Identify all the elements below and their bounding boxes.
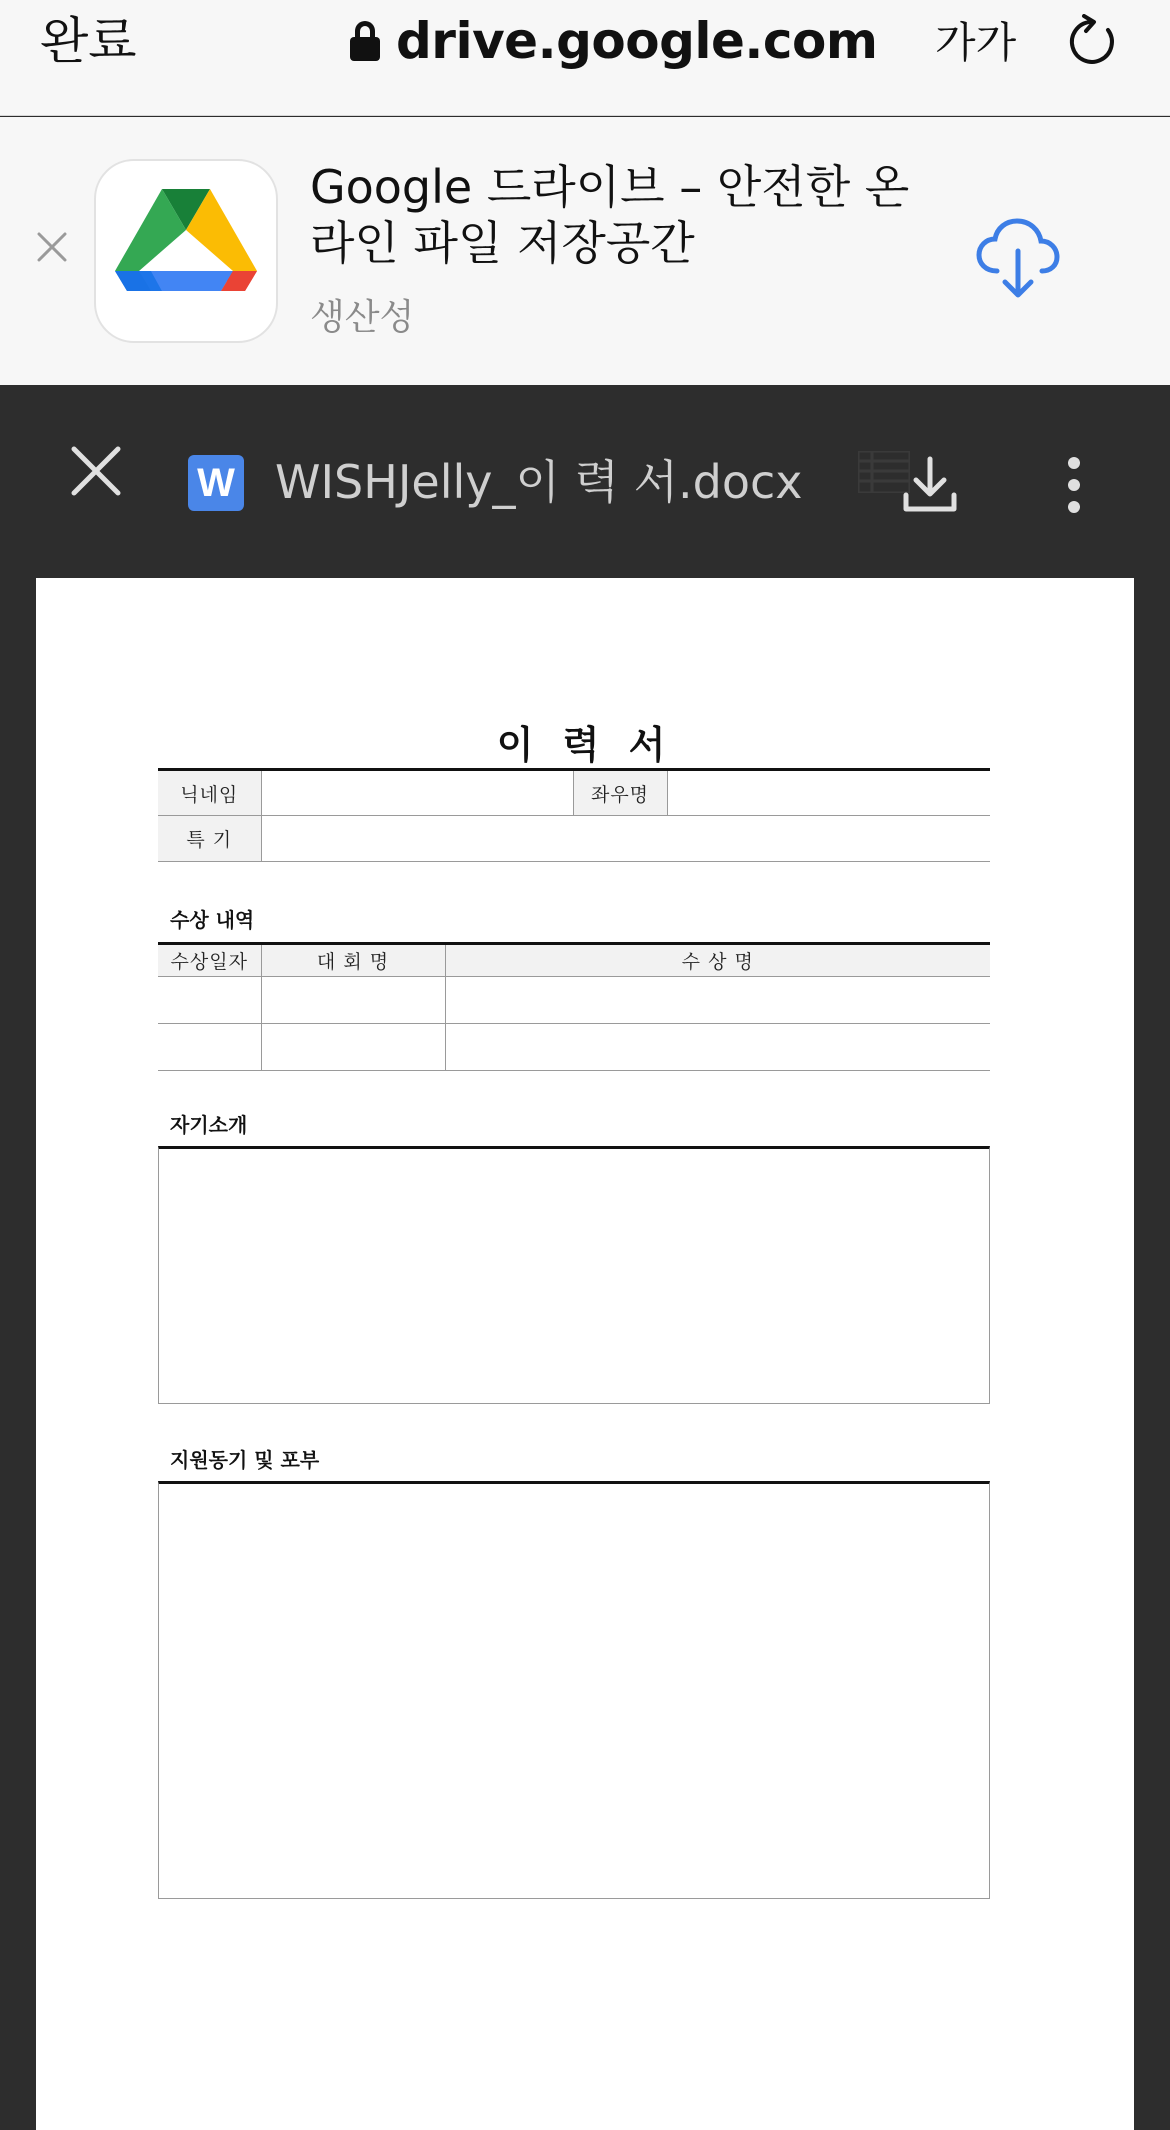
google-drive-logo-icon bbox=[115, 189, 257, 313]
table-cell bbox=[445, 977, 990, 1024]
awards-table bbox=[158, 942, 990, 1071]
done-button[interactable]: 완료 bbox=[40, 12, 137, 70]
document-page[interactable] bbox=[36, 578, 1134, 2130]
document-title: WISHJelly_이 력 서.docx bbox=[275, 455, 803, 509]
awards-section-title: 수상 내역 bbox=[170, 908, 255, 932]
specialty-label: 특 기 bbox=[158, 816, 261, 862]
app-category: 생산성 bbox=[310, 297, 415, 338]
award-name-header: 수 상 명 bbox=[445, 944, 990, 977]
table-row bbox=[158, 977, 990, 1024]
cloud-download-icon[interactable] bbox=[975, 215, 1061, 301]
word-file-icon: W bbox=[188, 455, 244, 511]
close-icon[interactable] bbox=[68, 443, 124, 499]
app-install-banner bbox=[0, 117, 1170, 385]
table-row bbox=[158, 770, 990, 816]
resume-title: 이 력 서 bbox=[496, 723, 674, 767]
table-cell bbox=[261, 1024, 445, 1071]
text-size-button[interactable]: 가가 bbox=[935, 18, 1017, 67]
table-row bbox=[158, 816, 990, 862]
motive-section-title: 지원동기 및 포부 bbox=[170, 1448, 320, 1472]
specialty-cell bbox=[261, 816, 990, 862]
motto-label: 좌우명 bbox=[573, 770, 667, 816]
table-cell bbox=[261, 977, 445, 1024]
nickname-cell bbox=[261, 770, 573, 816]
table-header-row bbox=[158, 944, 990, 977]
award-date-header: 수상일자 bbox=[158, 944, 261, 977]
profile-table bbox=[158, 768, 990, 862]
browser-top-bar bbox=[0, 0, 1170, 116]
address-bar[interactable] bbox=[350, 8, 878, 74]
table-cell bbox=[158, 977, 261, 1024]
more-options-icon[interactable] bbox=[1062, 455, 1086, 515]
competition-name-header: 대 회 명 bbox=[261, 944, 445, 977]
table-row bbox=[158, 1024, 990, 1071]
reload-icon[interactable] bbox=[1064, 14, 1120, 70]
table-cell bbox=[445, 1024, 990, 1071]
viewer-toolbar bbox=[0, 385, 1170, 558]
table-cell bbox=[158, 1024, 261, 1071]
lock-icon bbox=[350, 21, 380, 61]
google-drive-app-icon[interactable] bbox=[94, 159, 278, 343]
download-icon[interactable] bbox=[900, 455, 960, 515]
close-banner-icon[interactable] bbox=[36, 231, 68, 263]
intro-section-title: 자기소개 bbox=[170, 1113, 248, 1137]
nickname-label: 닉네임 bbox=[158, 770, 261, 816]
motto-cell bbox=[667, 770, 990, 816]
intro-text-box bbox=[158, 1146, 990, 1404]
app-name: Google 드라이브 – 안전한 온라인 파일 저장공간 bbox=[310, 160, 910, 270]
motive-text-box bbox=[158, 1481, 990, 1899]
url-text: drive.google.com bbox=[396, 12, 878, 70]
